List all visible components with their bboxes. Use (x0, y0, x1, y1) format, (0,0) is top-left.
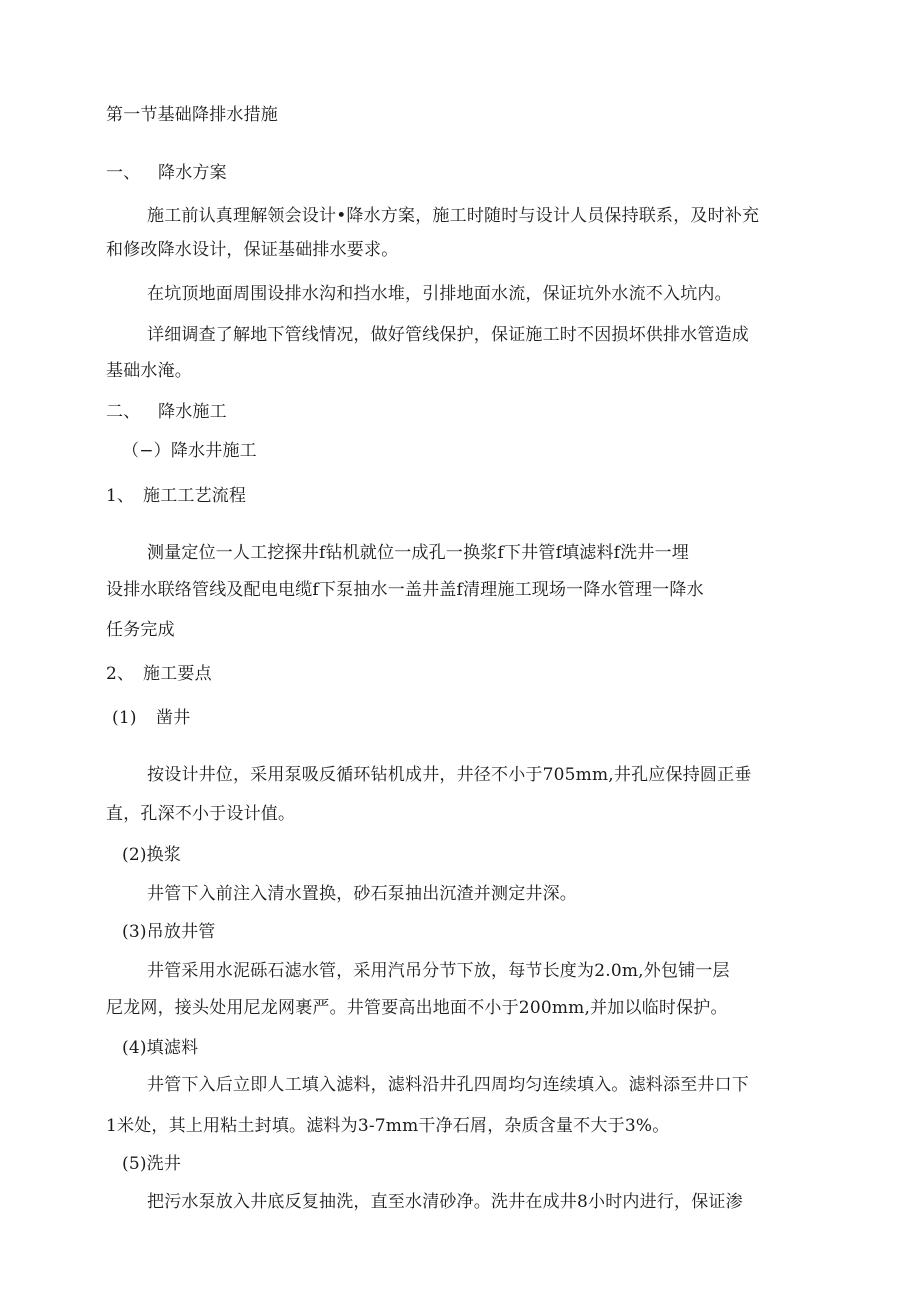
item-label: 施工工艺流程 (143, 486, 247, 506)
step-heading-2: (2)换浆 (122, 845, 182, 865)
paragraph-line: 基础水淹。 (106, 361, 192, 381)
flow-line: 任务完成 (106, 620, 175, 640)
item-heading-2 (106, 663, 212, 685)
paragraph-line: 井管采用水泥砾石滤水管，采用汽吊分节下放，每节长度为2.0m,外包铺一层 (147, 961, 730, 981)
document-title: 第一节基础降排水措施 (106, 105, 278, 125)
paragraph-line: 施工前认真理解领会设计•降水方案，施工时随时与设计人员保持联系，及时补充 (147, 206, 760, 226)
step-heading-1 (112, 707, 190, 729)
step-label: 凿井 (156, 708, 191, 728)
paragraph-line: 详细调查了解地下管线情况，做好管线保护，保证施工时不因损坏供排水管造成 (147, 325, 749, 345)
paragraph-line: 1米处，其上用粘土封填。滤料为3-7mm干净石屑，杂质含量不大于3%。 (106, 1116, 670, 1136)
section-label: 降水方案 (158, 163, 227, 183)
section-number: 二、 (106, 402, 141, 422)
step-heading-5: (5)洗井 (122, 1154, 182, 1174)
section-label: 降水施工 (158, 402, 227, 422)
section-number: 一、 (106, 163, 141, 183)
paragraph-line: 和修改降水设计，保证基础排水要求。 (106, 240, 399, 260)
flow-line: 测量定位一人工挖探井f钻机就位一成孔一换浆f下井管f填滤料f洗井一埋 (147, 543, 689, 563)
paragraph-line: 按设计井位，采用泵吸反循环钻机成井，井径不小于705mm,井孔应保持圆正垂 (147, 765, 752, 785)
paragraph-line: 在坑顶地面周围设排水沟和挡水堆，引排地面水流，保证坑外水流不入坑内。 (147, 284, 732, 304)
paragraph-line: 把污水泵放入井底反复抽洗，直至水清砂净。洗井在成井8小时内进行，保证渗 (147, 1192, 743, 1212)
step-heading-3: (3)吊放井管 (122, 922, 216, 942)
paragraph-line: 尼龙网，接头处用尼龙网裹严。井管要高出地面不小于200mm,并加以临时保护。 (106, 998, 728, 1018)
step-number: (1) (112, 708, 137, 728)
item-heading-1 (106, 485, 246, 507)
paragraph-line: 井管下入前注入清水置换，砂石泵抽出沉渣并测定井深。 (147, 884, 577, 904)
item-number: 2、 (106, 664, 135, 684)
flow-line: 设排水联络管线及配电电缆f下泵抽水一盖井盖f清理施工现场一降水管理一降水 (106, 580, 704, 600)
step-heading-4: (4)填滤料 (122, 1038, 199, 1058)
section-heading-2 (106, 401, 227, 423)
item-number: 1、 (106, 486, 135, 506)
paragraph-line: 井管下入后立即人工填入滤料，滤料沿井孔四周均匀连续填入。滤料添至井口下 (147, 1075, 749, 1095)
item-label: 施工要点 (143, 664, 212, 684)
subsection-heading: （−）降水井施工 (122, 441, 257, 461)
paragraph-line: 直，孔深不小于设计值。 (106, 804, 296, 824)
section-heading-1 (106, 162, 227, 184)
